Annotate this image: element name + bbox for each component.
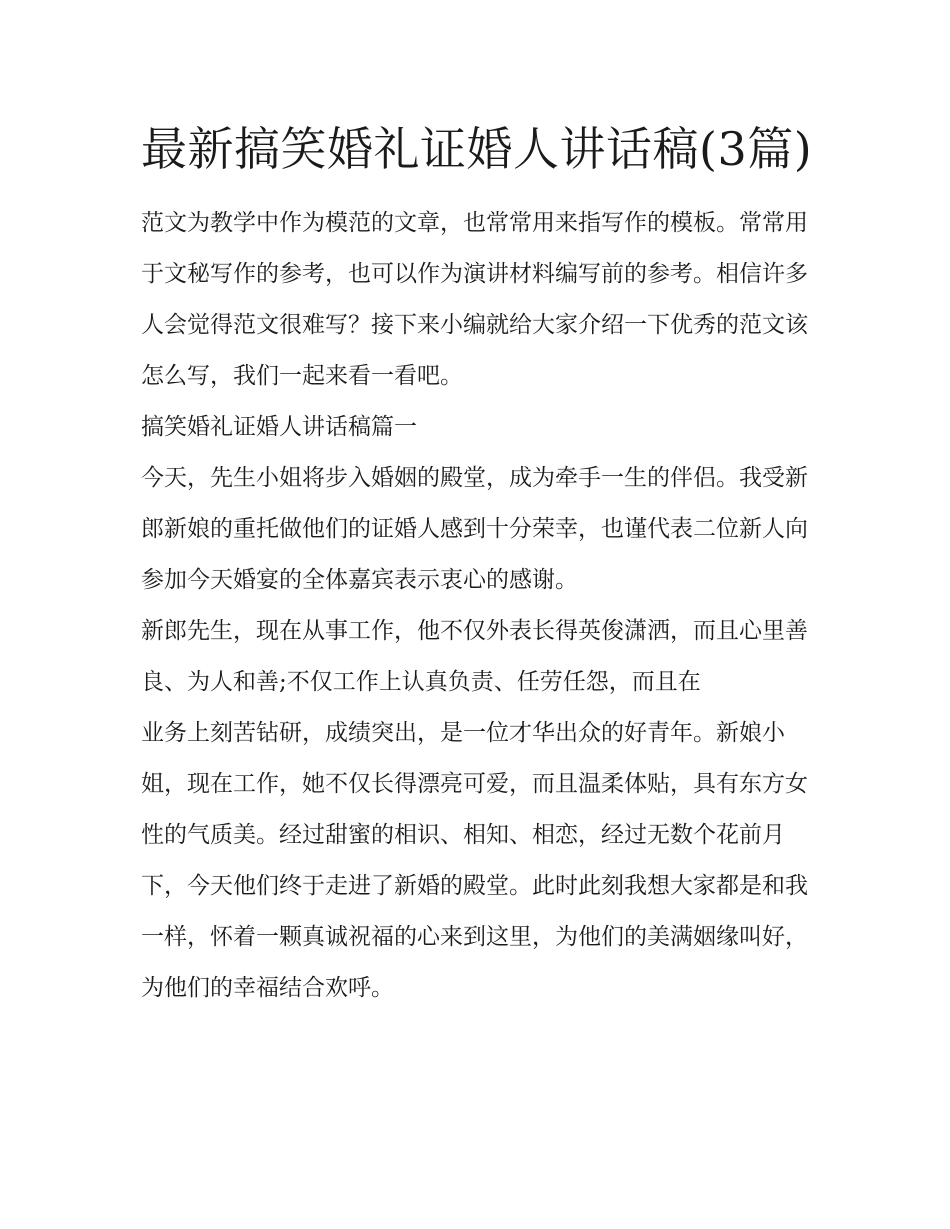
document-page [141,112,813,1014]
intro-paragraph: 范文为教学中作为模范的文章，也常常用来指写作的模板。常常用于文秘写作的参考，也可以作为演讲材料编写前的参考。相信许多人会觉得范文很难写？接下来小编就给大家介绍一下优秀的范文该怎么写，我们一起来看一看吧。 [141,210,808,389]
section-heading: 搞笑婚礼证婚人讲话稿篇一 [141,414,417,440]
document-body [141,198,813,1014]
body-paragraph-3: 业务上刻苦钻研，成绩突出，是一位才华出众的好青年。新娘小姐，现在工作，她不仅长得漂亮可爱，而且温柔体贴，具有东方女性的气质美。经过甜蜜的相识、相知、相恋，经过无数个花前月下，今天他们终于走进了新婚的殿堂。此时此刻我想大家都是和我一样，怀着一颗真诚祝福的心来到这里，为他们的美满姻缘叫好，为他们的幸福结合欢呼。 [141,720,808,1001]
body-paragraph-2: 新郎先生，现在从事工作，他不仅外表长得英俊潇洒，而且心里善良、为人和善;不仅工作上认真负责、任劳任怨，而且在 [141,618,808,695]
body-paragraph-1: 今天，先生小姐将步入婚姻的殿堂，成为牵手一生的伴侣。我受新郎新娘的重托做他们的证婚人感到十分荣幸，也谨代表二位新人向参加今天婚宴的全体嘉宾表示衷心的感谢。 [141,465,808,593]
document-title: 最新搞笑婚礼证婚人讲话稿(3篇) [141,122,813,176]
